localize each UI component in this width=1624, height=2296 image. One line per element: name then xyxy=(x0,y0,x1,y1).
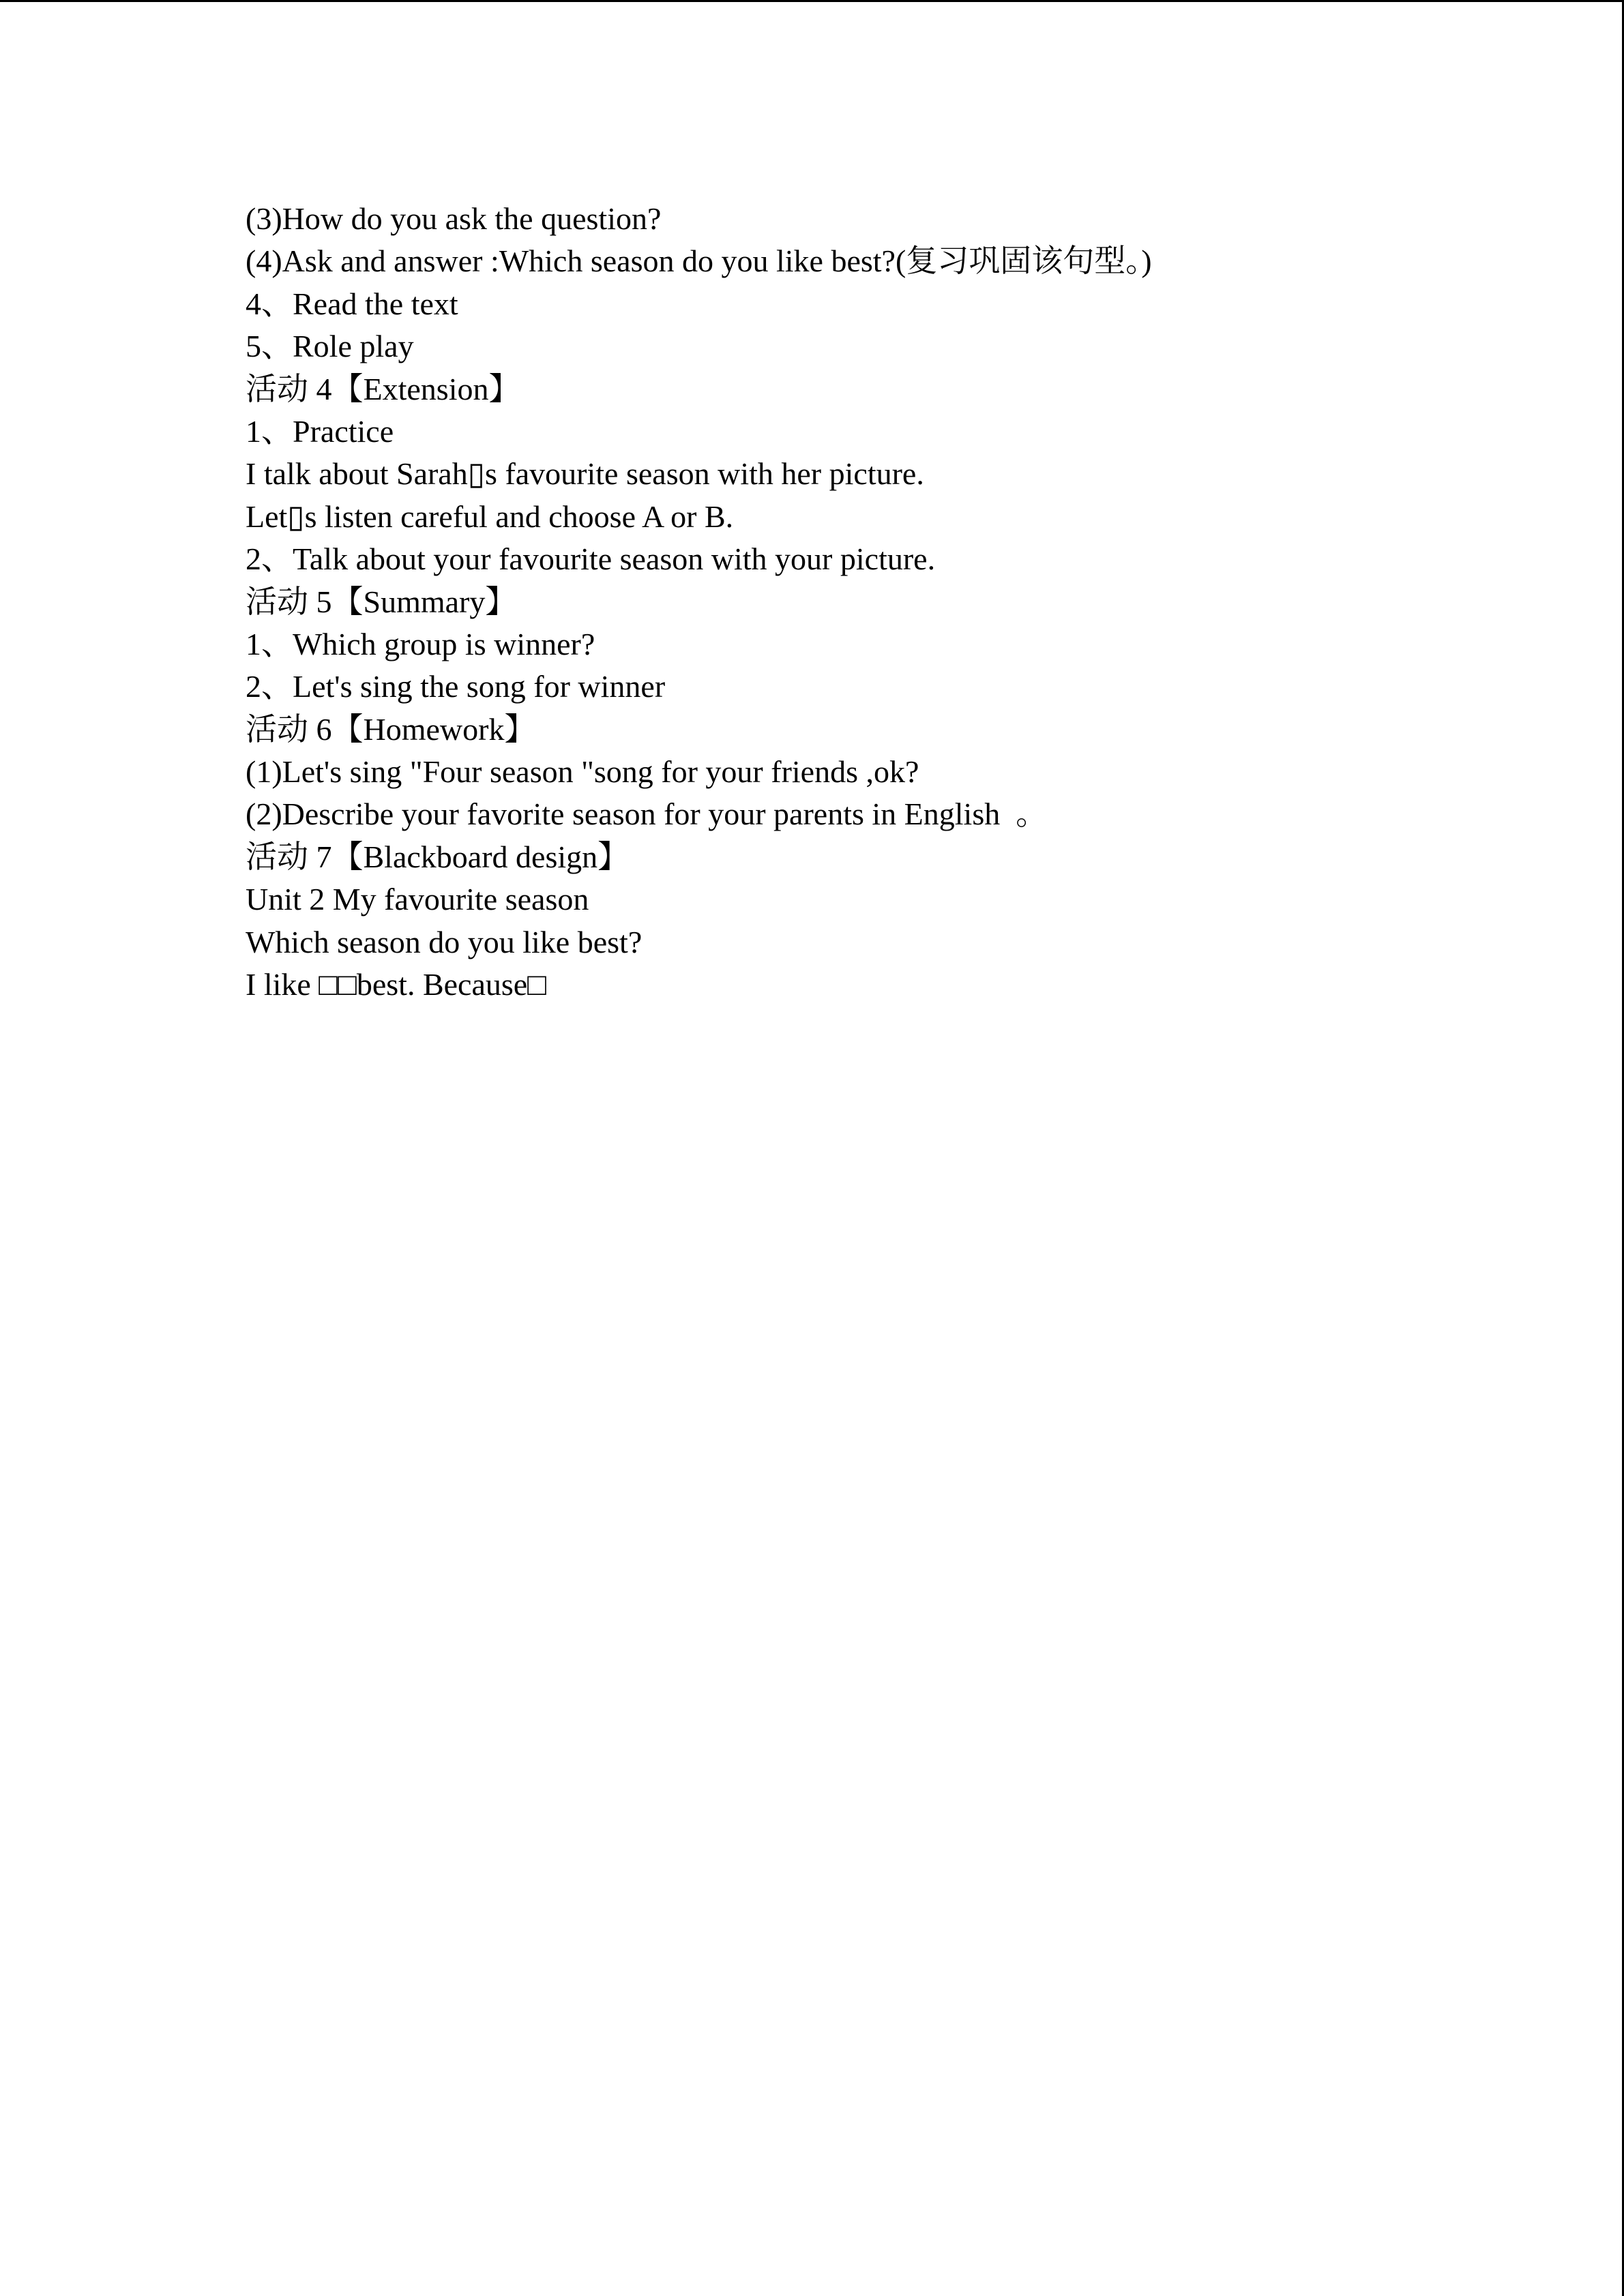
item-role-play: 5、Role play xyxy=(246,329,414,364)
item-practice: 1、Practice xyxy=(246,413,394,449)
activity-7-heading: 活动 7【Blackboard design】 xyxy=(246,839,630,874)
item-sing-song: 2、Let's sing the song for winner xyxy=(246,669,666,704)
blackboard-unit-title: Unit 2 My favourite season xyxy=(246,882,589,917)
page-top-border xyxy=(0,0,1624,2)
activity-5-heading: 活动 5【Summary】 xyxy=(246,584,517,619)
homework-2: (2)Describe your favorite season for your parents in English 。 xyxy=(246,796,1048,832)
item-read-the-text: 4、Read the text xyxy=(246,286,458,321)
item-talk-favourite-season: 2、Talk about your favourite season with your picture. xyxy=(246,541,936,577)
practice-line-sarah: I talk about Sarah▯s favourite season with her picture. xyxy=(246,456,924,492)
document-body xyxy=(246,198,1541,1006)
practice-line-listen: Let▯s listen careful and choose A or B. xyxy=(246,498,734,534)
activity-6-heading: 活动 6【Homework】 xyxy=(246,711,536,747)
step-4-ask-and-answer: (4)Ask and answer :Which season do you like best?(复习巩固该句型。) xyxy=(246,243,1152,279)
blackboard-answer: I like □□best. Because□ xyxy=(246,967,546,1002)
step-3-ask-question: (3)How do you ask the question? xyxy=(246,201,662,236)
activity-4-heading: 活动 4【Extension】 xyxy=(246,371,520,406)
blackboard-question: Which season do you like best? xyxy=(246,924,643,959)
item-which-group-winner: 1、Which group is winner? xyxy=(246,626,595,661)
homework-1: (1)Let's sing "Four season "song for your friends ,ok? xyxy=(246,754,919,790)
